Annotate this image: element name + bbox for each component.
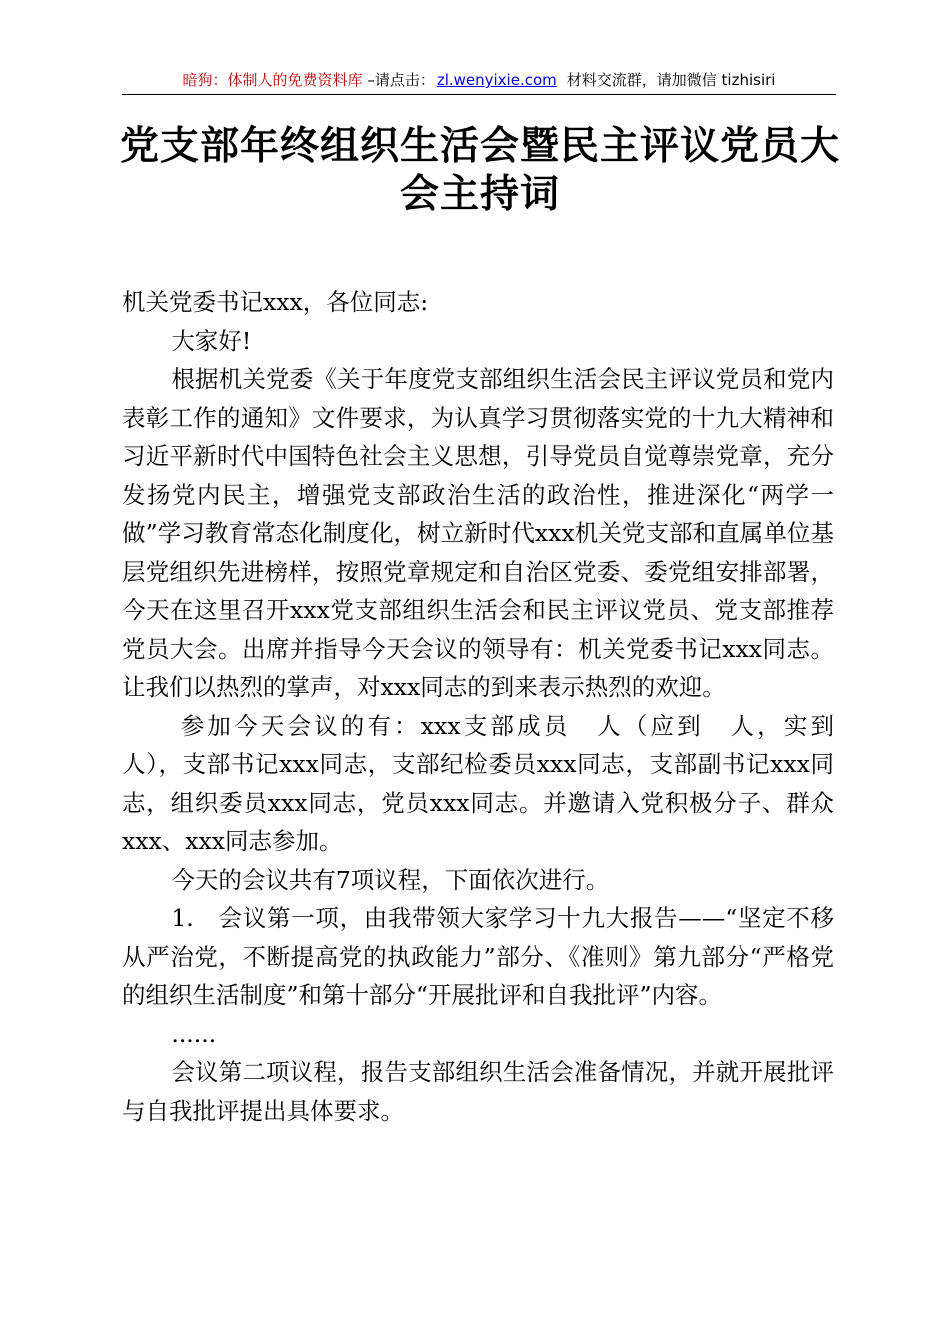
paragraph-agenda-item-1: 1. 会议第一项，由我带领大家学习十九大报告——“坚定不移从严治党，不断提高党的执政能力”部分、《准则》第九部分“严格党的组织生活制度”和第十部分“开展批评和自我批评”内容。: [122, 904, 834, 1009]
header-promo-text: 暗狗：体制人的免费资料库: [182, 71, 363, 89]
header-link[interactable]: zl.wenyixie.com: [436, 71, 557, 89]
greeting: 大家好!: [171, 326, 252, 355]
paragraph-agenda-item-2: 会议第二项议程，报告支部组织生活会准备情况，并就开展批评与自我批评提出具体要求。: [122, 1058, 834, 1125]
paragraph-background: 根据机关党委《关于年度党支部组织生活会民主评议党员和党内表彰工作的通知》文件要求，为认真学习贯彻落实党的十九大精神和习近平新时代中国特色社会主义思想，引导党员自觉尊崇党章，充分发扬党内民主，增强党支部政治生活的政治性，推进深化“两学一做”学习教育常态化制度化，树立新时代xxx机关党支部和直属单位基层党组织先进榜样，按照党章规定和自治区党委、委党组安排部署，今天在这里召开xxx党支部组织生活会和民主评议党员、党支部推荐党员大会。出席并指导今天会议的领导有：机关党委书记xxx同志。让我们以热烈的掌声，对xxx同志的到来表示热烈的欢迎。: [122, 365, 834, 701]
document-body: [122, 283, 858, 1130]
salutation: 机关党委书记xxx，各位同志:: [122, 288, 429, 316]
document-title: 党支部年终组织生活会暨民主评议党员大会主持词: [120, 123, 841, 217]
paragraph-ellipsis: ......: [171, 1019, 217, 1048]
header-wechat-text: 材料交流群，请加微信 tizhisiri: [566, 71, 776, 89]
header-click-prefix: –请点击：: [362, 71, 435, 89]
page-header: [122, 66, 836, 95]
paragraph-agenda-intro: 今天的会议共有7项议程，下面依次进行。: [171, 865, 610, 894]
paragraph-attendees: 参加今天会议的有：xxx支部成员 人（应到 人，实到 人），支部书记xxx同志，支部纪检委员xxx同志，支部副书记xxx同志，组织委员xxx同志，党员xxx同志。并邀请入党积极分子、群众xxx、xxx同志参加。: [122, 711, 858, 855]
